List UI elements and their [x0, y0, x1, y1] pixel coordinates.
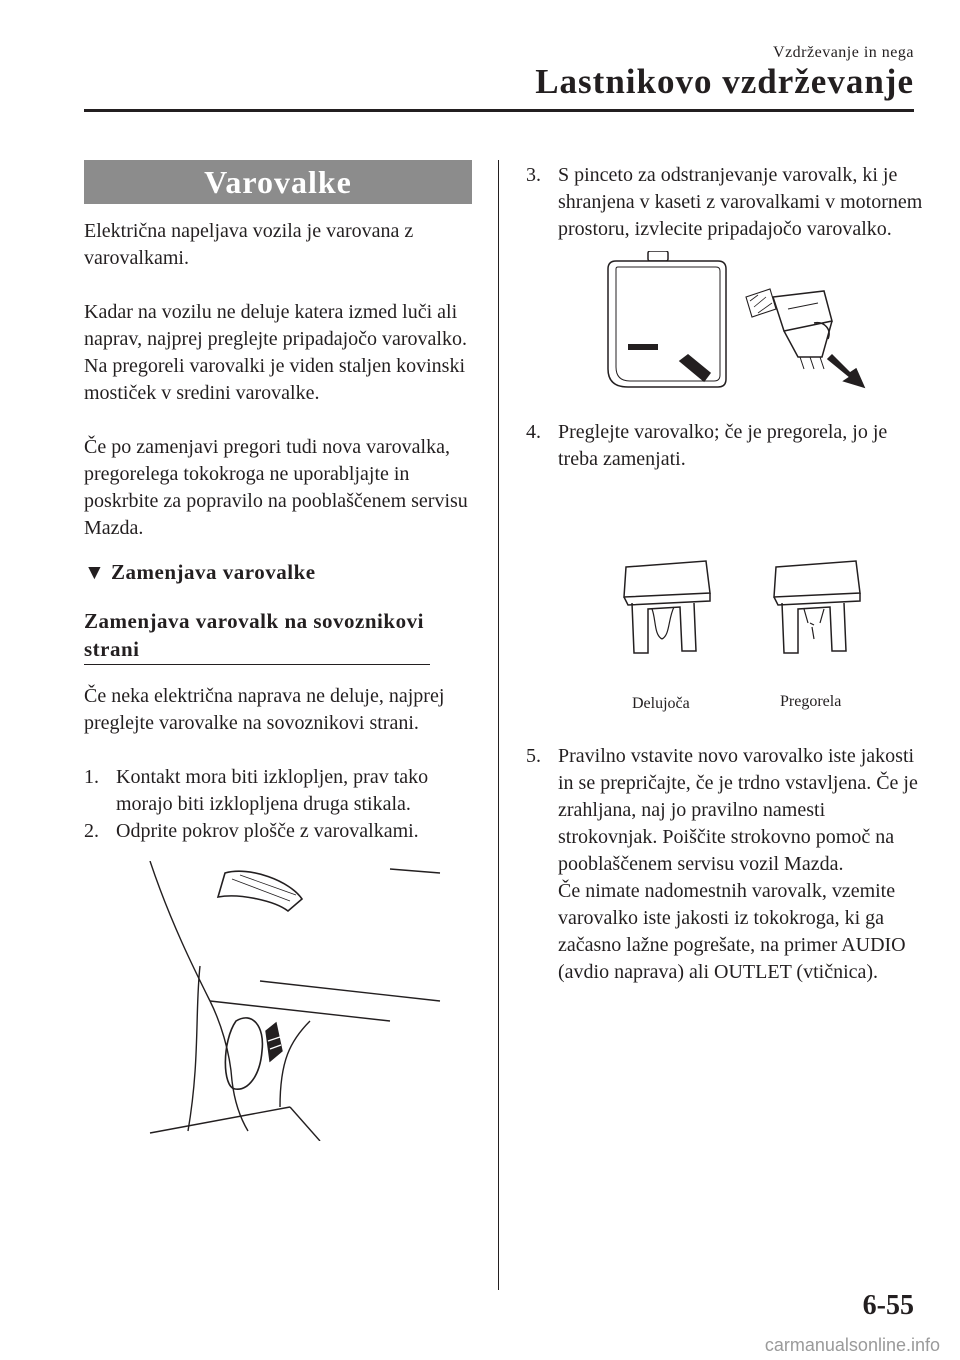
- column-divider: [498, 160, 499, 1290]
- steps-list-left: [84, 764, 472, 845]
- triangle-marker-icon: ▼: [84, 560, 106, 584]
- paragraph-check: Kadar na vozilu ne deluje katera izmed luči ali naprav, najprej preglejte pripadajočo varovalko. Na pregoreli varovalki je viden staljen kovinski mostiček v sredini varovalke.: [84, 301, 467, 404]
- fuse-panel-illustration: [140, 861, 460, 1141]
- fuse-label-blown: Pregorela: [780, 693, 842, 710]
- section-banner: Varovalke: [84, 160, 472, 204]
- fuse-comparison: [526, 473, 926, 733]
- subsection-heading: Zamenjava varovalk na sovoznikovi strani: [84, 607, 430, 665]
- watermark: carmanualsonline.info: [764, 1335, 940, 1355]
- paragraph-passenger: Če neka električna naprava ne deluje, najprej preglejte varovalke na sovoznikovi strani.: [84, 685, 445, 734]
- page-number: 6-55: [862, 1290, 914, 1321]
- fuse-puller-illustration: [588, 251, 888, 411]
- step-item: [526, 419, 926, 473]
- step-number: 2.: [84, 820, 99, 842]
- step-number: 4.: [526, 421, 541, 443]
- step-item: [84, 818, 472, 845]
- right-column: [526, 162, 926, 986]
- step-text: Preglejte varovalko; če je pregorela, jo je treba zamenjati.: [558, 421, 888, 470]
- fuse-blown-illustration: [768, 557, 868, 667]
- step-text: Pravilno vstavite novo varovalko iste jakosti in se prepričajte, če je trdno vstavljena. Če je zrahljana, naj jo pravilno namesti strokovnjak. Poiščite strokovno pomoč na pooblaščenem servisu vozil Mazda. Če nimate nadomestnih varovalk, vzemite varovalko iste jakosti iz tokokroga, ki ga začasno lažne pogrešate, na primer AUDIO (avdio naprava) ali OUTLET (vtičnica).: [558, 745, 918, 983]
- fuse-good-illustration: [618, 557, 718, 667]
- step-item: [526, 162, 926, 243]
- section-heading: [84, 560, 472, 585]
- step-text: Kontakt mora biti izklopljen, prav tako morajo biti izklopljena druga stikala.: [116, 766, 429, 815]
- step-item: [526, 743, 926, 986]
- step-number: 5.: [526, 745, 541, 767]
- step-number: 1.: [84, 766, 99, 788]
- paragraph-warning: Če po zamenjavi pregori tudi nova varovalka, pregorelega tokokroga ne uporabljajte in poskrbite za popravilo na pooblaščenem servisu Mazda.: [84, 436, 468, 539]
- step-text: Odprite pokrov plošče z varovalkami.: [116, 820, 419, 842]
- left-column: [84, 160, 472, 1141]
- step-number: 3.: [526, 164, 541, 186]
- header-rule: [84, 109, 914, 112]
- step-item: [84, 764, 472, 818]
- paragraph-intro: Električna napeljava vozila je varovana z varovalkami.: [84, 220, 414, 269]
- section-heading-text: Zamenjava varovalke: [111, 560, 316, 584]
- step-text: S pinceto za odstranjevanje varovalk, ki je shranjena v kaseti z varovalkami v motornem prostoru, izvlecite pripadajočo varovalko.: [558, 164, 923, 240]
- header-title: Lastnikovo vzdrževanje: [535, 62, 914, 101]
- header-section: Vzdrževanje in nega: [773, 44, 914, 61]
- fuse-label-good: Delujoča: [632, 695, 690, 712]
